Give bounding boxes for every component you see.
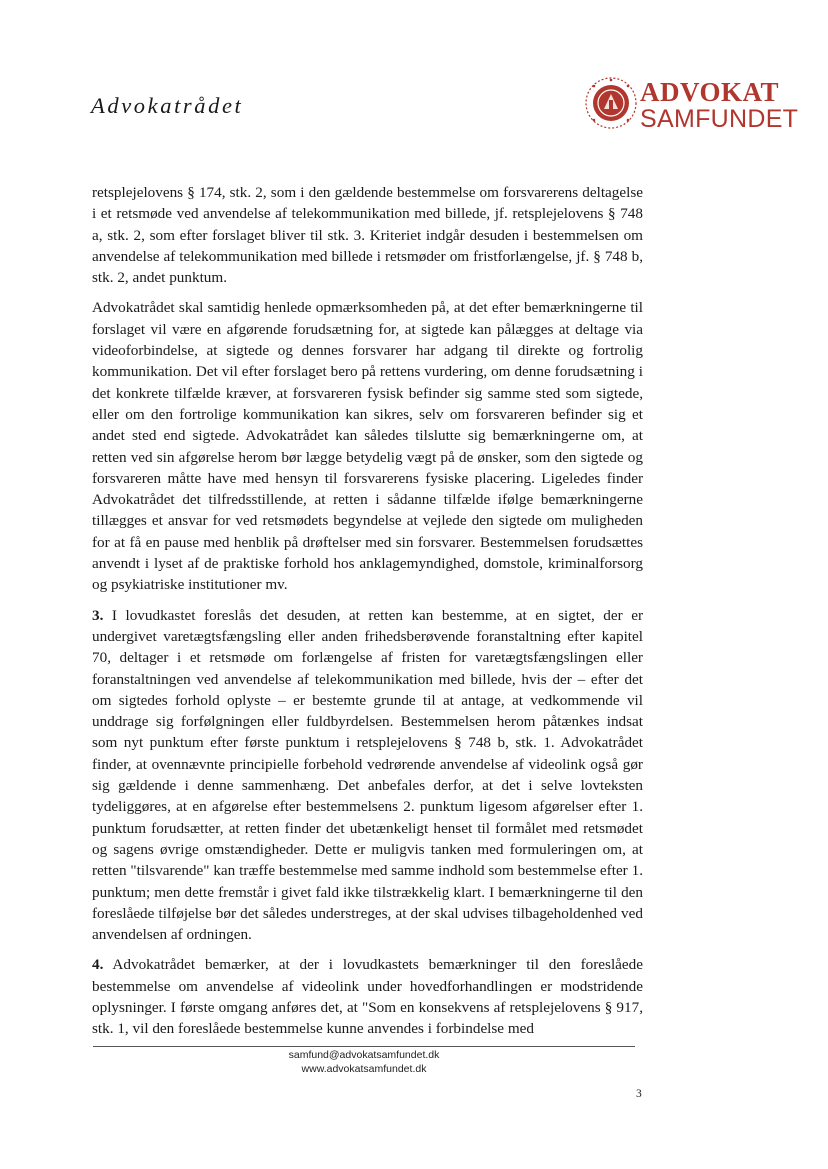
footer-email-link[interactable]: samfund@advokatsamfundet.dk xyxy=(288,1049,440,1061)
paragraph-text: I lovudkastet foreslås det desuden, at retten kan bestemme, at en sigtet, der er undergivet varetægtsfængsling eller anden frihedsberøvende foranstaltning efter kapitel 70, deltager i et retsmøde om forlængelse af fristen for varetægtsfængslingen eller foranstaltningen ved anvendelse af telekommunikation med billede, hvis der – efter det om sigtedes forhold oplyste – er bestemte grunde til at antage, at vedkommende vil unddrage sig forfølgningen eller fuldbyrdelsen. Bestemmelsen herom påtænkes indsat som nyt punktum efter første punktum i retsplejelovens § 748 b, stk. 1. Advokatrådet finder, at ovennævnte principielle forbehold vedrørende anvendelse af videolink også gør sig gældende i denne sammenhæng. Det anbefales derfor, at det i selve lovteksten tydeliggøres, at en afgørelse efter bestemmelsens 2. punktum ligesom afgørelser efter 1. punktum forudsætter, at retten finder det ubetænkeligt henset til formålet med retsmødet og sagens øvrige omstændigheder. Dette er muligvis tanken med formuleringen om, at retten "tilsvarende" kan træffe bestemmelse med samme indhold som bestemmelse efter 1. punktum; men dette fremstår i givet fald ikke tilstrækkelig klart. I bemærkningerne til den foreslåede tilføjelse bør det således understreges, at der skal udvises tilbageholdenhed ved anvendelsen af ordningen. xyxy=(92,606,643,944)
paragraph-text: Advokatrådet skal samtidig henlede opmærksomheden på, at det efter bemærkningerne til forslaget vil være en afgørende forudsætning for, at sigtede kan pålægges at deltage via videoforbindelse, at sigtede og dennes forsvarer har adgang til direkte og fortrolig kommunikation. Det vil efter forslaget bero på rettens vurdering, om denne forudsætning i det konkrete tilfælde kræver, at forsvareren fysisk befinder sig samme sted som sigtede, eller om den fortrolige kommunikation kan sikres, selv om forsvareren befinder sig et andet sted end sigtede. Advokatrådet kan således tilslutte sig bemærkningerne om, at retten ved sin afgørelse herom bør lægge betydelig vægt på de ønsker, som den sigtede og forsvareren måtte have med hensyn til forsvarerens fysiske placering. Ligeledes finder Advokatrådet det tilfredsstillende, at retten i sådanne tilfælde ifølge bemærkningerne tillægges et ansvar for ved retsmødets begyndelse at vejlede den sigtede om muligheden for at få en pause med henblik på drøftelser med sin forsvarer. Bestemmelsen forudsættes anvendt i lyset af de praktiske forhold hos anklagemyndighed, domstole, kriminalforsorg og psykiatriske institutioner mv. xyxy=(92,299,643,594)
paragraph-number: 4. xyxy=(92,956,104,974)
footer-divider xyxy=(93,1046,635,1047)
paragraph-3 xyxy=(92,605,643,946)
advokatsamfundet-logo xyxy=(582,68,822,148)
paragraph-4 xyxy=(92,954,643,1039)
paragraph xyxy=(92,182,643,288)
paragraph-text: Advokatrådet bemærker, at der i lovudkastets bemærkninger til den foreslåede bestemmelse om anvendelse af videolink under hovedforhandlingen er modstridende oplysninger. I første omgang anføres det, at "Som en konsekvens af retsplejelovens § 917, stk. 1, vil den foreslåede bestemmelse kunne anvendes i forbindelse med xyxy=(92,956,643,1038)
paragraph xyxy=(92,297,643,595)
document-body xyxy=(92,182,643,1049)
page-number: 3 xyxy=(636,1088,642,1100)
logo-text-samfundet: SAMFUNDET xyxy=(640,105,799,133)
paragraph-number: 3. xyxy=(92,606,104,624)
logo-text-advokat: ADVOKAT xyxy=(640,77,779,107)
advokatsamfundet-seal-icon xyxy=(584,76,638,130)
paragraph-text: retsplejelovens § 174, stk. 2, som i den gældende bestemmelse om forsvarerens deltagelse i et retsmøde ved anvendelse af telekommunikation med billede, jf. retsplejelovens § 748 a, stk. 2, som efter forslaget bliver til stk. 3. Kriteriet indgår desuden i bestemmelsen om anvendelse af telekommunikation med billede i retsmøder om fristforlængelse, jf. § 748 b, stk. 2, andet punktum. xyxy=(92,184,643,287)
footer-website-link[interactable]: www.advokatsamfundet.dk xyxy=(301,1063,427,1075)
header-title: Advokatrådet xyxy=(91,93,244,118)
